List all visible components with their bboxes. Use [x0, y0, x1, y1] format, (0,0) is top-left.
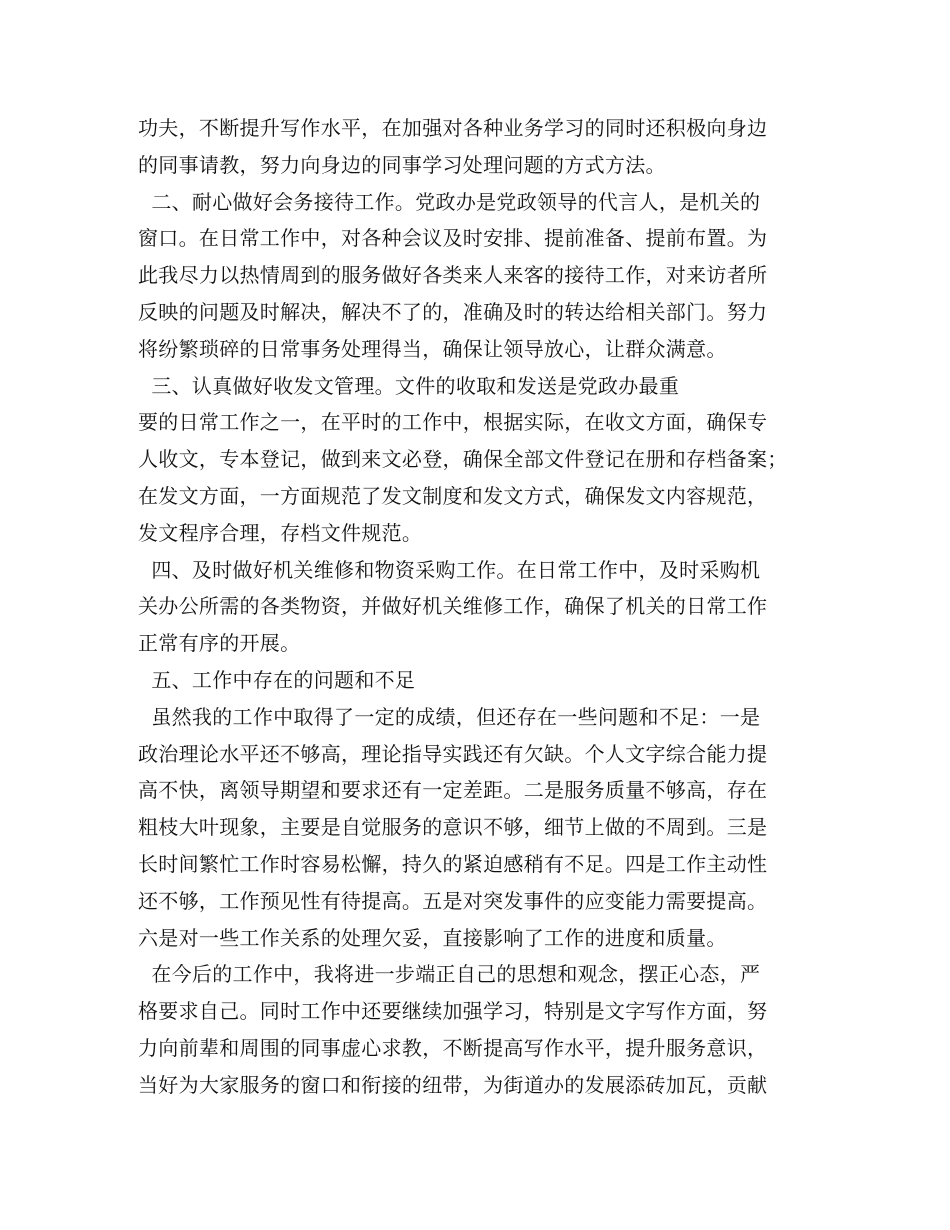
text-line: 正常有序的开展。	[138, 631, 301, 656]
text-line: 还不够，工作预见性有待提高。五是对突发事件的应变能力需要提高。	[138, 888, 768, 913]
text-line: 反映的问题及时解决，解决不了的，准确及时的转达给相关部门。努力	[138, 299, 768, 324]
text-line: 格要求自己。同时工作中还要继续加强学习，特别是文字写作方面，努	[138, 999, 768, 1024]
text-line: 将纷繁琐碎的日常事务处理得当，确保让领导放心，让群众满意。	[138, 336, 727, 361]
text-line: 力向前辈和周围的同事虚心求教，不断提高写作水平，提升服务意识，	[138, 1035, 768, 1060]
document-body	[138, 110, 828, 1104]
text-line: 关办公所需的各类物资，并做好机关维修工作，确保了机关的日常工作	[138, 594, 768, 619]
text-line: 六是对一些工作关系的处理欠妥，直接影响了工作的进度和质量。	[138, 925, 727, 950]
text-line: 三、认真做好收发文管理。文件的收取和发送是党政办最重	[138, 373, 680, 398]
text-line: 发文程序合理，存档文件规范。	[138, 520, 423, 545]
text-line: 四、及时做好机关维修和物资采购工作。在日常工作中，及时采购机	[138, 557, 761, 582]
text-line: 二、耐心做好会务接待工作。党政办是党政领导的代言人，是机关的	[138, 189, 761, 214]
text-line: 高不快，离领导期望和要求还有一定差距。二是服务质量不够高，存在	[138, 778, 768, 803]
text-line: 在发文方面，一方面规范了发文制度和发文方式，确保发文内容规范，	[138, 483, 768, 508]
text-line: 粗枝大叶现象，主要是自觉服务的意识不够，细节上做的不周到。三是	[138, 815, 768, 840]
text-line: 五、工作中存在的问题和不足	[138, 667, 416, 692]
text-line: 要的日常工作之一，在平时的工作中，根据实际，在收文方面，确保专	[138, 410, 768, 435]
text-line: 的同事请教，努力向身边的同事学习处理问题的方式方法。	[138, 152, 666, 177]
text-line: 当好为大家服务的窗口和衔接的纽带，为街道办的发展添砖加瓦，贡献	[138, 1072, 768, 1097]
text-line: 长时间繁忙工作时容易松懈，持久的紧迫感稍有不足。四是工作主动性	[138, 851, 768, 876]
text-line: 人收文，专本登记，做到来文必登，确保全部文件登记在册和存档备案；	[138, 447, 788, 472]
text-line: 虽然我的工作中取得了一定的成绩，但还存在一些问题和不足：一是	[138, 704, 761, 729]
text-line: 此我尽力以热情周到的服务做好各类来人来客的接待工作，对来访者所	[138, 263, 768, 288]
text-line: 功夫，不断提升写作水平，在加强对各种业务学习的同时还积极向身边	[138, 116, 768, 140]
text-line: 政治理论水平还不够高，理论指导实践还有欠缺。个人文字综合能力提	[138, 741, 768, 766]
text-line: 窗口。在日常工作中，对各种会议及时安排、提前准备、提前布置。为	[138, 226, 768, 251]
text-line: 在今后的工作中，我将进一步端正自己的思想和观念，摆正心态，严	[138, 962, 761, 987]
